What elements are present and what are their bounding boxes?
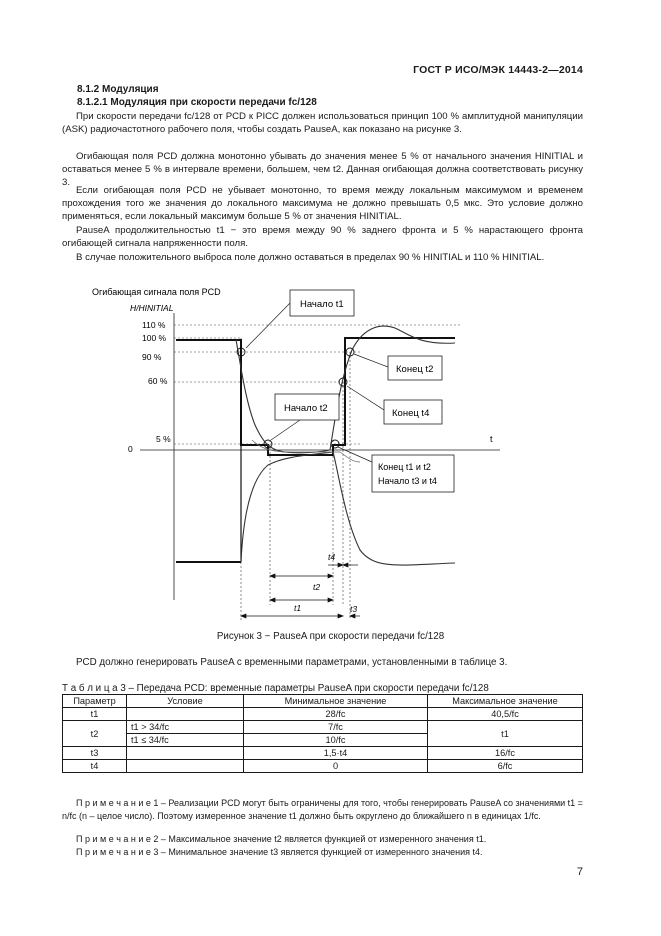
y-axis-label: H/HINITIAL — [130, 303, 174, 313]
tick-100: 100 % — [142, 333, 167, 343]
paragraph-1: При скорости передачи fc/128 от PCD к PICC должен использоваться принцип 100 % амплитудной манипуляции (ASK) радиочастотного рабочего поля, чтобы создать PauseA, как показано на рисунке 3. — [62, 111, 583, 136]
tick-60: 60 % — [148, 376, 168, 386]
dim-t2: t2 — [313, 582, 321, 592]
note-3: П р и м е ч а н и е 3 – Минимальное значение t3 является функцией от измеренного значения t4. — [76, 847, 483, 857]
note-1: П р и м е ч а н и е 1 – Реализации PCD могут быть ограничены для того, чтобы генерировать PauseA со значениями t1 = n/fc (n – целое число). Поэтому измеренное значение t1 должно быть округлено до ближайшего n в единицах 1/fc. — [62, 798, 583, 821]
t-axis-label: t — [490, 434, 493, 444]
figure-caption: Рисунок 3 − PauseA при скорости передачи fc/128 — [216, 631, 445, 642]
callout-start-t1: Начало t1 — [300, 299, 344, 310]
paragraph-3: Если огибающая поля PCD не убывает монотонно, то время между локальным максимумом и временем прохождения того же значения до локального максимума не должно превышать 0,5 мкс. Это условие должно применяться, если локальный максимум больше 5 % от значения HINITIAL. — [62, 185, 583, 223]
col-param: Параметр — [63, 695, 127, 708]
paragraph-5: В случае положительного выброса поле должно оставаться в пределах 90 % HINITIAL и 110 % HINITIAL. — [76, 252, 545, 263]
table-row: t1 28/fc 40,5/fc — [63, 708, 583, 721]
page-number: 7 — [576, 866, 583, 878]
timing-table — [62, 694, 583, 773]
table-row: t4 0 6/fc — [63, 760, 583, 773]
table-row: t2 t1 > 34/fc 7/fc t1 — [63, 721, 583, 734]
subsection-heading: 8.1.2.1 Модуляция при скорости передачи fc/128 — [77, 97, 317, 108]
tick-5: 5 % — [156, 434, 171, 444]
col-max: Максимальное значение — [428, 695, 583, 708]
dim-t3: t3 — [350, 604, 358, 614]
callout-end-t4: Конец t4 — [392, 408, 430, 419]
paragraph-2: Огибающая поля PCD должна монотонно убывать до значения менее 5 % от начального значения HINITIAL и оставаться менее 5 % в интервале времени, большем, чем t2. Данная огибающая должна соответствовать рисунку 3. — [62, 151, 583, 189]
dim-t1: t1 — [294, 603, 302, 613]
tick-0: 0 — [128, 444, 133, 454]
table-row: t3 1,5·t4 16/fc — [63, 747, 583, 760]
standard-header: ГОСТ Р ИСО/МЭК 14443-2—2014 — [413, 64, 583, 76]
figure-title: Огибающая сигнала поля PCD — [92, 287, 221, 297]
col-cond: Условие — [127, 695, 244, 708]
paragraph-4: PauseA продолжительностью t1 − это время между 90 % заднего фронта и 5 % нарастающего фронта огибающей сигнала напряженности поля. — [62, 225, 583, 250]
table-row: t1 ≤ 34/fc 10/fc — [63, 734, 583, 747]
dim-t4: t4 — [328, 552, 336, 562]
figure-pausea-envelope — [90, 284, 590, 629]
callout-start-t3-t4: Начало t3 и t4 — [378, 476, 437, 486]
col-min: Минимальное значение — [244, 695, 428, 708]
table-header-row — [63, 695, 583, 708]
tick-110: 110 % — [142, 320, 166, 330]
callout-end-t1-t2: Конец t1 и t2 — [378, 462, 431, 472]
paragraph-after-figure: PCD должно генерировать PauseA с временными параметрами, установленными в таблице 3. — [76, 657, 508, 668]
callout-start-t2: Начало t2 — [284, 403, 328, 414]
tick-90: 90 % — [142, 352, 162, 362]
section-heading: 8.1.2 Модуляция — [77, 84, 159, 95]
callout-end-t2: Конец t2 — [396, 364, 434, 375]
table-title: Т а б л и ц а 3 – Передача PCD: временные параметры PauseA при скорости передачи fc/128 — [62, 683, 489, 694]
note-2: П р и м е ч а н и е 2 – Максимальное значение t2 является функцией от измеренного значения t1. — [76, 834, 487, 844]
